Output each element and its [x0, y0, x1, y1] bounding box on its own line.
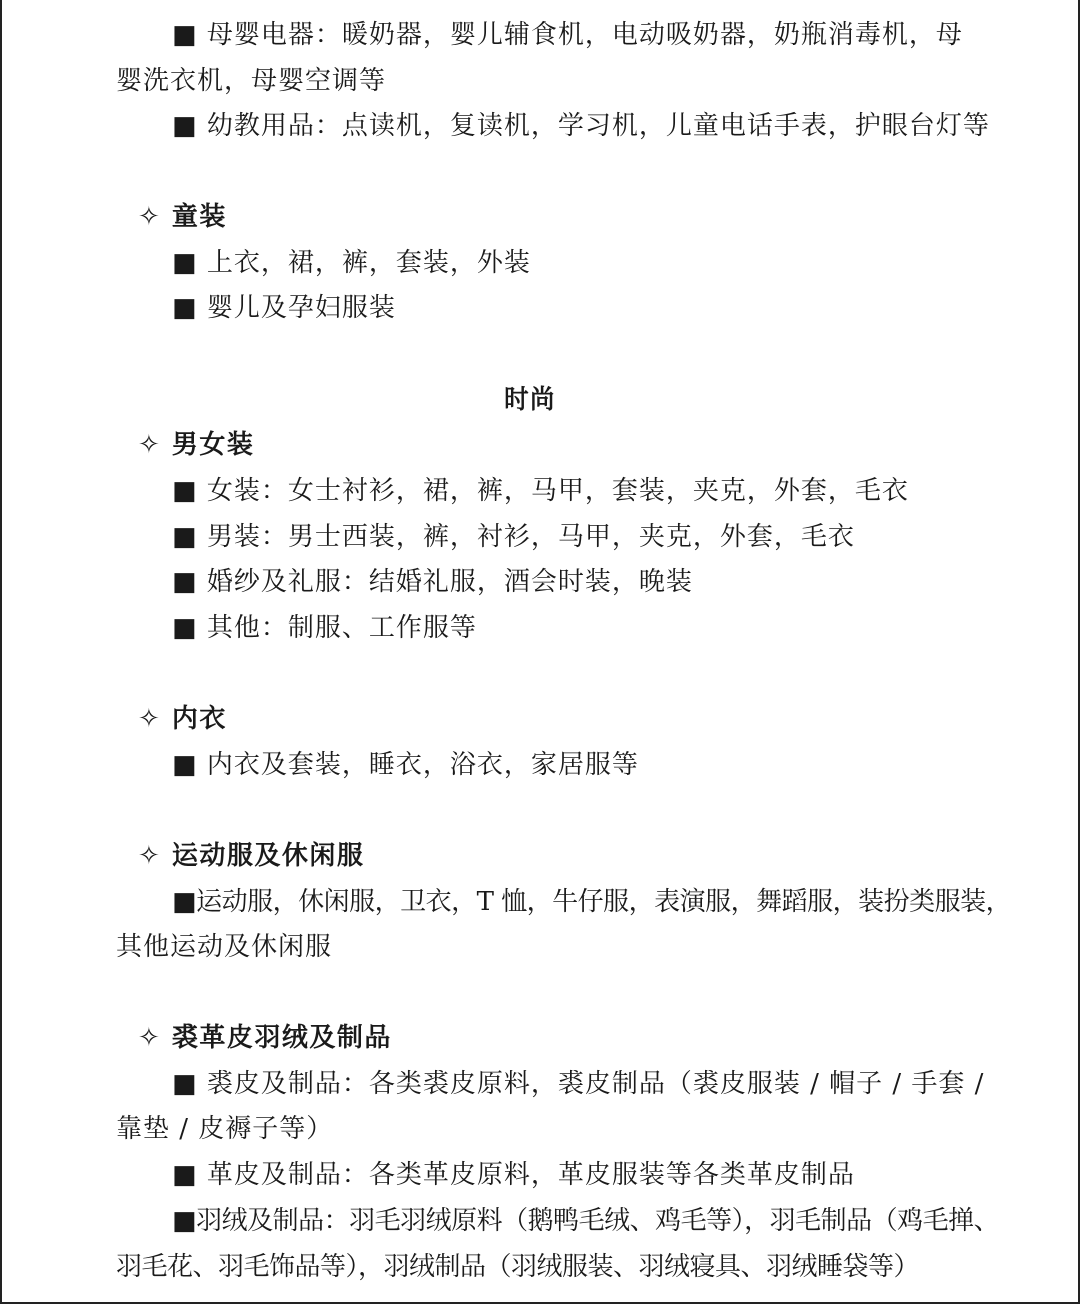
- list-item-yurong-cont: 羽毛花、羽毛饰品等），羽绒制品（羽绒服装、羽绒寝具、羽绒睡袋等）: [116, 1252, 920, 1282]
- list-item-qita: ■ 其他：制服、工作服等: [172, 613, 477, 643]
- heading-tongzhuang: ✧ 童装: [138, 202, 227, 232]
- heading-qiupi: ✧ 裘革皮羽绒及制品: [138, 1023, 392, 1053]
- list-item-qiupi: ■ 裘皮及制品：各类裘皮原料，裘皮制品（裘皮服装 / 帽子 / 手套 /: [172, 1069, 985, 1099]
- list-item-nvzhuang: ■ 女装：女士衬衫，裙，裤，马甲，套装，夹克，外套，毛衣: [172, 476, 909, 506]
- list-item-shangyi: ■ 上衣，裙，裤，套装，外装: [172, 248, 531, 278]
- list-item-gepi: ■ 革皮及制品：各类革皮原料，革皮服装等各类革皮制品: [172, 1160, 855, 1190]
- list-item-hunsha: ■ 婚纱及礼服：结婚礼服，酒会时装，晚装: [172, 567, 693, 597]
- list-item-yurong: ■羽绒及制品：羽毛羽绒原料（鹅鸭毛绒、鸡毛等），羽毛制品（鸡毛掸、: [172, 1206, 1000, 1236]
- section-title-shishang: 时尚: [504, 385, 556, 415]
- heading-nannvzhuang: ✧ 男女装: [138, 430, 255, 460]
- list-item-youjiao-yongpin: ■ 幼教用品：点读机，复读机，学习机，儿童电话手表，护眼台灯等: [172, 111, 990, 141]
- list-item-yundongfu: ■运动服，休闲服，卫衣，T 恤，牛仔服，表演服，舞蹈服，装扮类服装，: [172, 887, 1012, 917]
- list-item-neiyi: ■ 内衣及套装，睡衣，浴衣，家居服等: [172, 750, 639, 780]
- list-item-yundongfu-cont: 其他运动及休闲服: [116, 932, 333, 962]
- list-item-muying-dianqi: ■ 母婴电器：暖奶器，婴儿辅食机，电动吸奶器，奶瓶消毒机，母: [172, 20, 963, 50]
- list-item-nanzhuang: ■ 男装：男士西装，裤，衬衫，马甲，夹克，外套，毛衣: [172, 522, 855, 552]
- heading-neiyi: ✧ 内衣: [138, 704, 227, 734]
- list-item-qiupi-cont: 靠垫 / 皮褥子等）: [116, 1114, 334, 1144]
- heading-yundongfu: ✧ 运动服及休闲服: [138, 841, 365, 871]
- list-item-yinger-yunfu: ■ 婴儿及孕妇服装: [172, 293, 396, 323]
- list-item-muying-dianqi-cont: 婴洗衣机，母婴空调等: [116, 66, 387, 96]
